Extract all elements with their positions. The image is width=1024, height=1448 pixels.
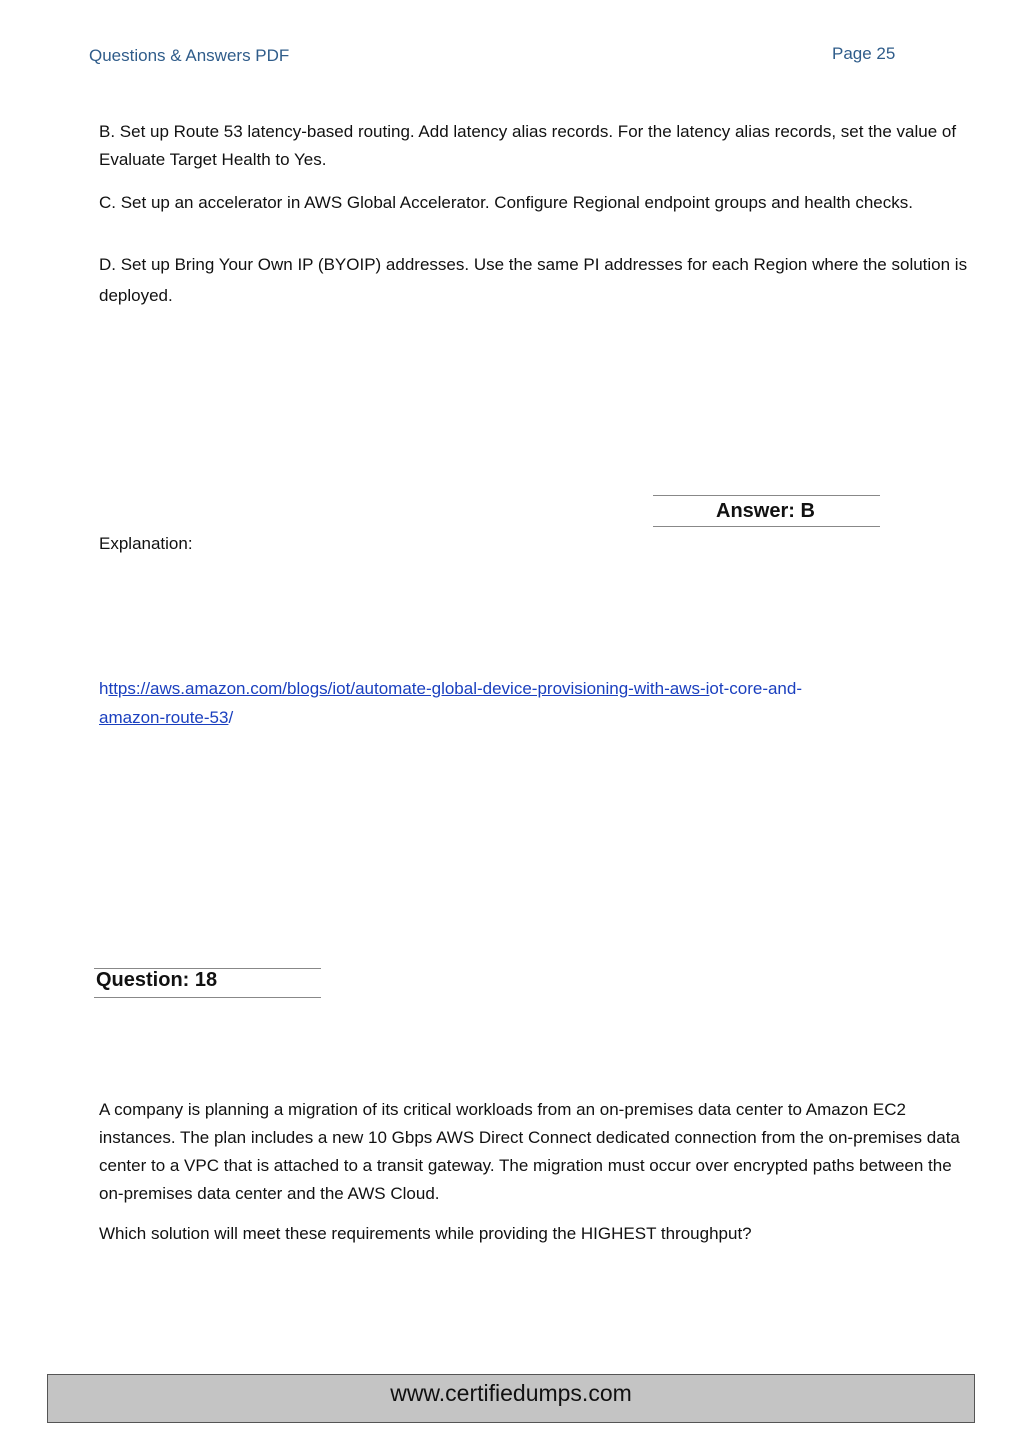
link-underlined-part[interactable]: ttps://aws.amazon.com/blogs/iot/automate-global-device-provisioning-with-aws-i: [108, 679, 710, 698]
explanation-label: Explanation:: [99, 534, 193, 553]
footer-banner: [47, 1374, 975, 1423]
question-heading: Question: 18: [96, 969, 218, 991]
footer-site: www.certifiedumps.com: [390, 1380, 632, 1406]
question-body: A company is planning a migration of its critical workloads from an on-premises data center to Amazon EC2 instances. The plan includes a new 10 Gbps AWS Direct Connect dedicated connection from the on-premises data center to a VPC that is attached to a transit gateway. The migration must occur over encrypted paths between the on-premises data center and the AWS Cloud.: [99, 1100, 960, 1203]
question-prompt: Which solution will meet these requirements while providing the HIGHEST throughput?: [99, 1224, 752, 1243]
answer-label: Answer: B: [716, 500, 815, 522]
answer-option-c: C. Set up an accelerator in AWS Global Accelerator. Configure Regional endpoint groups and health checks.: [99, 193, 913, 212]
answer-option-b: B. Set up Route 53 latency-based routing. Add latency alias records. For the latency alias records, set the value of Evaluate Target Health to Yes.: [99, 122, 957, 169]
page-number: Page 25: [832, 44, 896, 63]
document-header-title: Questions & Answers PDF: [89, 46, 290, 65]
link-line2-underlined[interactable]: amazon-route-53: [99, 708, 229, 727]
link-prefix[interactable]: h: [99, 679, 109, 698]
reference-link[interactable]: [99, 674, 959, 732]
link-rest-line1[interactable]: ot-core-and-: [709, 679, 803, 698]
link-line2-suffix[interactable]: /: [228, 708, 234, 727]
answer-option-d: D. Set up Bring Your Own IP (BYOIP) addresses. Use the same PI addresses for each Region where the solution is deployed.: [99, 255, 968, 305]
